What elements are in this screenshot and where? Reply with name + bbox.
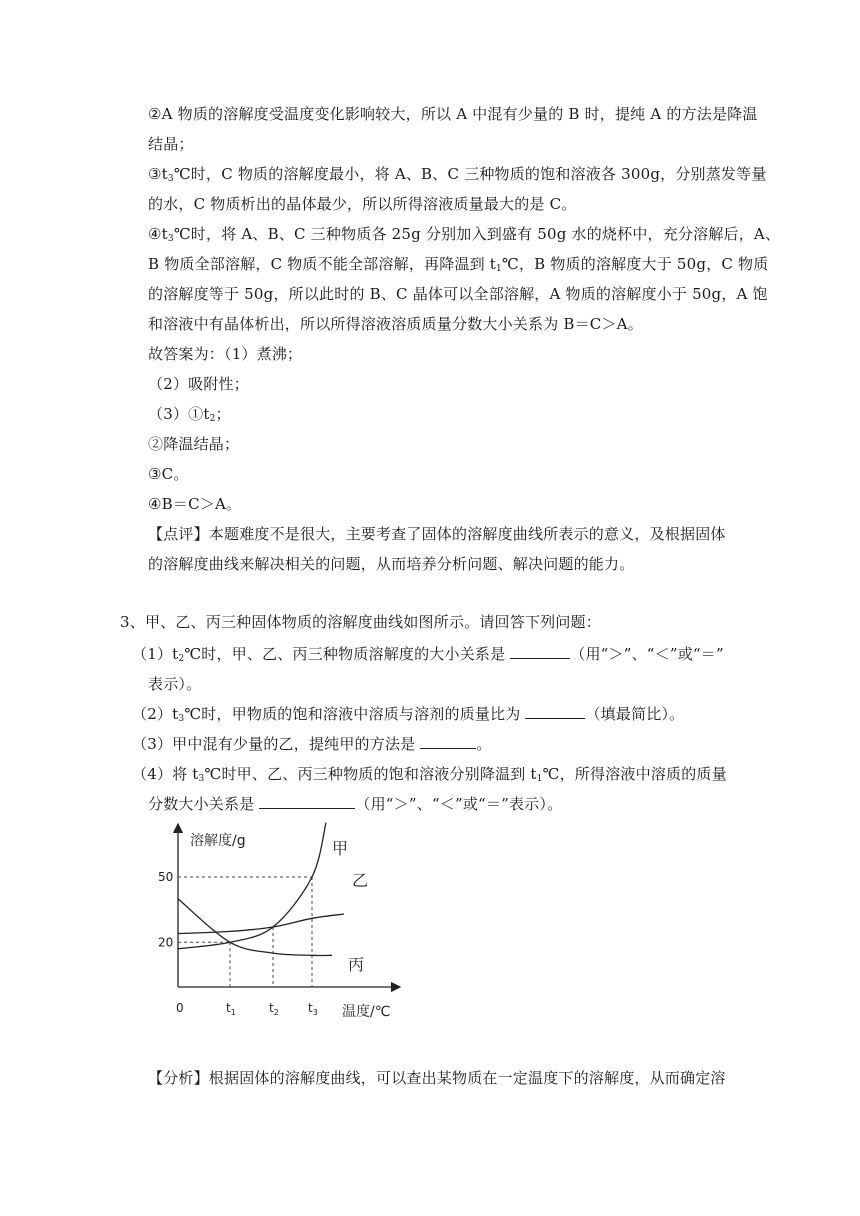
y-axis-label: 溶解度/g <box>190 833 246 849</box>
x-tick-label: $t_2$ <box>269 1001 279 1017</box>
x-axis-label: 温度/℃ <box>342 1004 391 1020</box>
series-label: 丙 <box>348 955 365 974</box>
solubility-chart <box>160 820 410 1020</box>
question3-part2: $(2)t_3℃$时，甲物质的饱和溶液中溶质与溶剂的质量比为 （填最简比）。 <box>132 705 685 724</box>
solution-p2-line2: 结晶； <box>148 135 194 153</box>
comment-line-1: 【点评】本题难度不是很大，主要考查了固体的溶解度曲线所表示的意义，及根据固体 <box>148 525 726 543</box>
solution-p4-line4: 和溶液中有晶体析出，所以所得溶液溶质质量分数大小关系为 B＝C＞A。 <box>148 315 643 333</box>
y-tick-label: 20 <box>158 935 174 950</box>
solution-p4-line3: 的溶解度等于 50g，所以此时的 B、C 晶体可以全部溶解，A 物质的溶解度小于 50g，A 饱 <box>148 285 768 303</box>
answer-blank-3 <box>420 734 476 749</box>
series-label: 甲 <box>332 839 349 858</box>
question3-part3: （3）甲中混有少量的乙，提纯甲的方法是 。 <box>132 735 492 753</box>
answer-line-1: 故答案为：（1）煮沸； <box>148 345 303 363</box>
solution-p4-line2: B 物质全部溶解，C 物质不能全部溶解，再降温到 $t_1℃$，B 物质的溶解度大于 50g，C 物质 <box>148 255 769 274</box>
x-tick-subscript: 2 <box>273 1008 279 1017</box>
chart-guide-lines <box>178 877 312 987</box>
answer-blank-2 <box>525 704 585 719</box>
answer-line-3: $(3)①t_2$； <box>148 405 231 424</box>
answer-line-4: ②降温结晶； <box>148 435 240 453</box>
x-tick-label: $t_1$ <box>226 1001 236 1017</box>
solution-p3-line2: 的水，C 物质析出的晶体最少，所以所得溶液质量最大的是 C。 <box>148 195 577 213</box>
comment-line-2: 的溶解度曲线来解决相关的问题，从而培养分析问题、解决问题的能力。 <box>148 555 635 573</box>
y-tick-label: 50 <box>158 870 174 884</box>
origin-label: 0 <box>176 1001 184 1015</box>
series-curve <box>178 914 344 934</box>
answer-line-5: ③C。 <box>148 465 189 483</box>
answer-blank-1 <box>510 644 570 659</box>
answer-line-2: （2）吸附性； <box>148 375 249 393</box>
series-label: 乙 <box>352 871 369 890</box>
question3-stem: 3、甲、乙、丙三种固体物质的溶解度曲线如图所示。请回答下列问题： <box>120 613 601 631</box>
question3-part4-line2: 分数大小关系是 （用“＞”、“＜”或“＝”表示）。 <box>148 795 563 813</box>
solution-p4-line1: $④t_3℃$时，将 A、B、C 三种物质各 25g 分别加入到盛有 50g 水的烧杯中，充分溶解后，A、 <box>148 225 781 244</box>
question3-part4-line1: （4）将 $t_3℃$时甲、乙、丙三种物质的饱和溶液分别降温到 $t_1℃$，所得溶液中溶质的质量 <box>132 765 727 784</box>
x-tick-label: $t_3$ <box>308 1001 318 1017</box>
x-tick-subscript: 1 <box>230 1008 236 1017</box>
solution-p3-line1: $③t_3℃$时，C 物质的溶解度最小，将 A、B、C 三种物质的饱和溶液各 300g，分别蒸发等量 <box>148 165 767 184</box>
answer-line-6: ④B＝C＞A。 <box>148 495 242 513</box>
solution-p2-line1: ②A 物质的溶解度受温度变化影响较大，所以 A 中混有少量的 B 时，提纯 A 的方法是降温 <box>148 105 758 123</box>
x-tick-subscript: 3 <box>312 1008 318 1017</box>
question3-part1-line2: 表示）。 <box>148 675 202 693</box>
answer-blank-4 <box>259 794 355 809</box>
analysis-line: 【分析】根据固体的溶解度曲线，可以查出某物质在一定温度下的溶解度，从而确定溶 <box>148 1069 726 1087</box>
question3-part1-line1: $(1)t_2℃$时，甲、乙、丙三种物质溶解度的大小关系是 （用“＞”、“＜”或“＝” <box>132 645 724 664</box>
